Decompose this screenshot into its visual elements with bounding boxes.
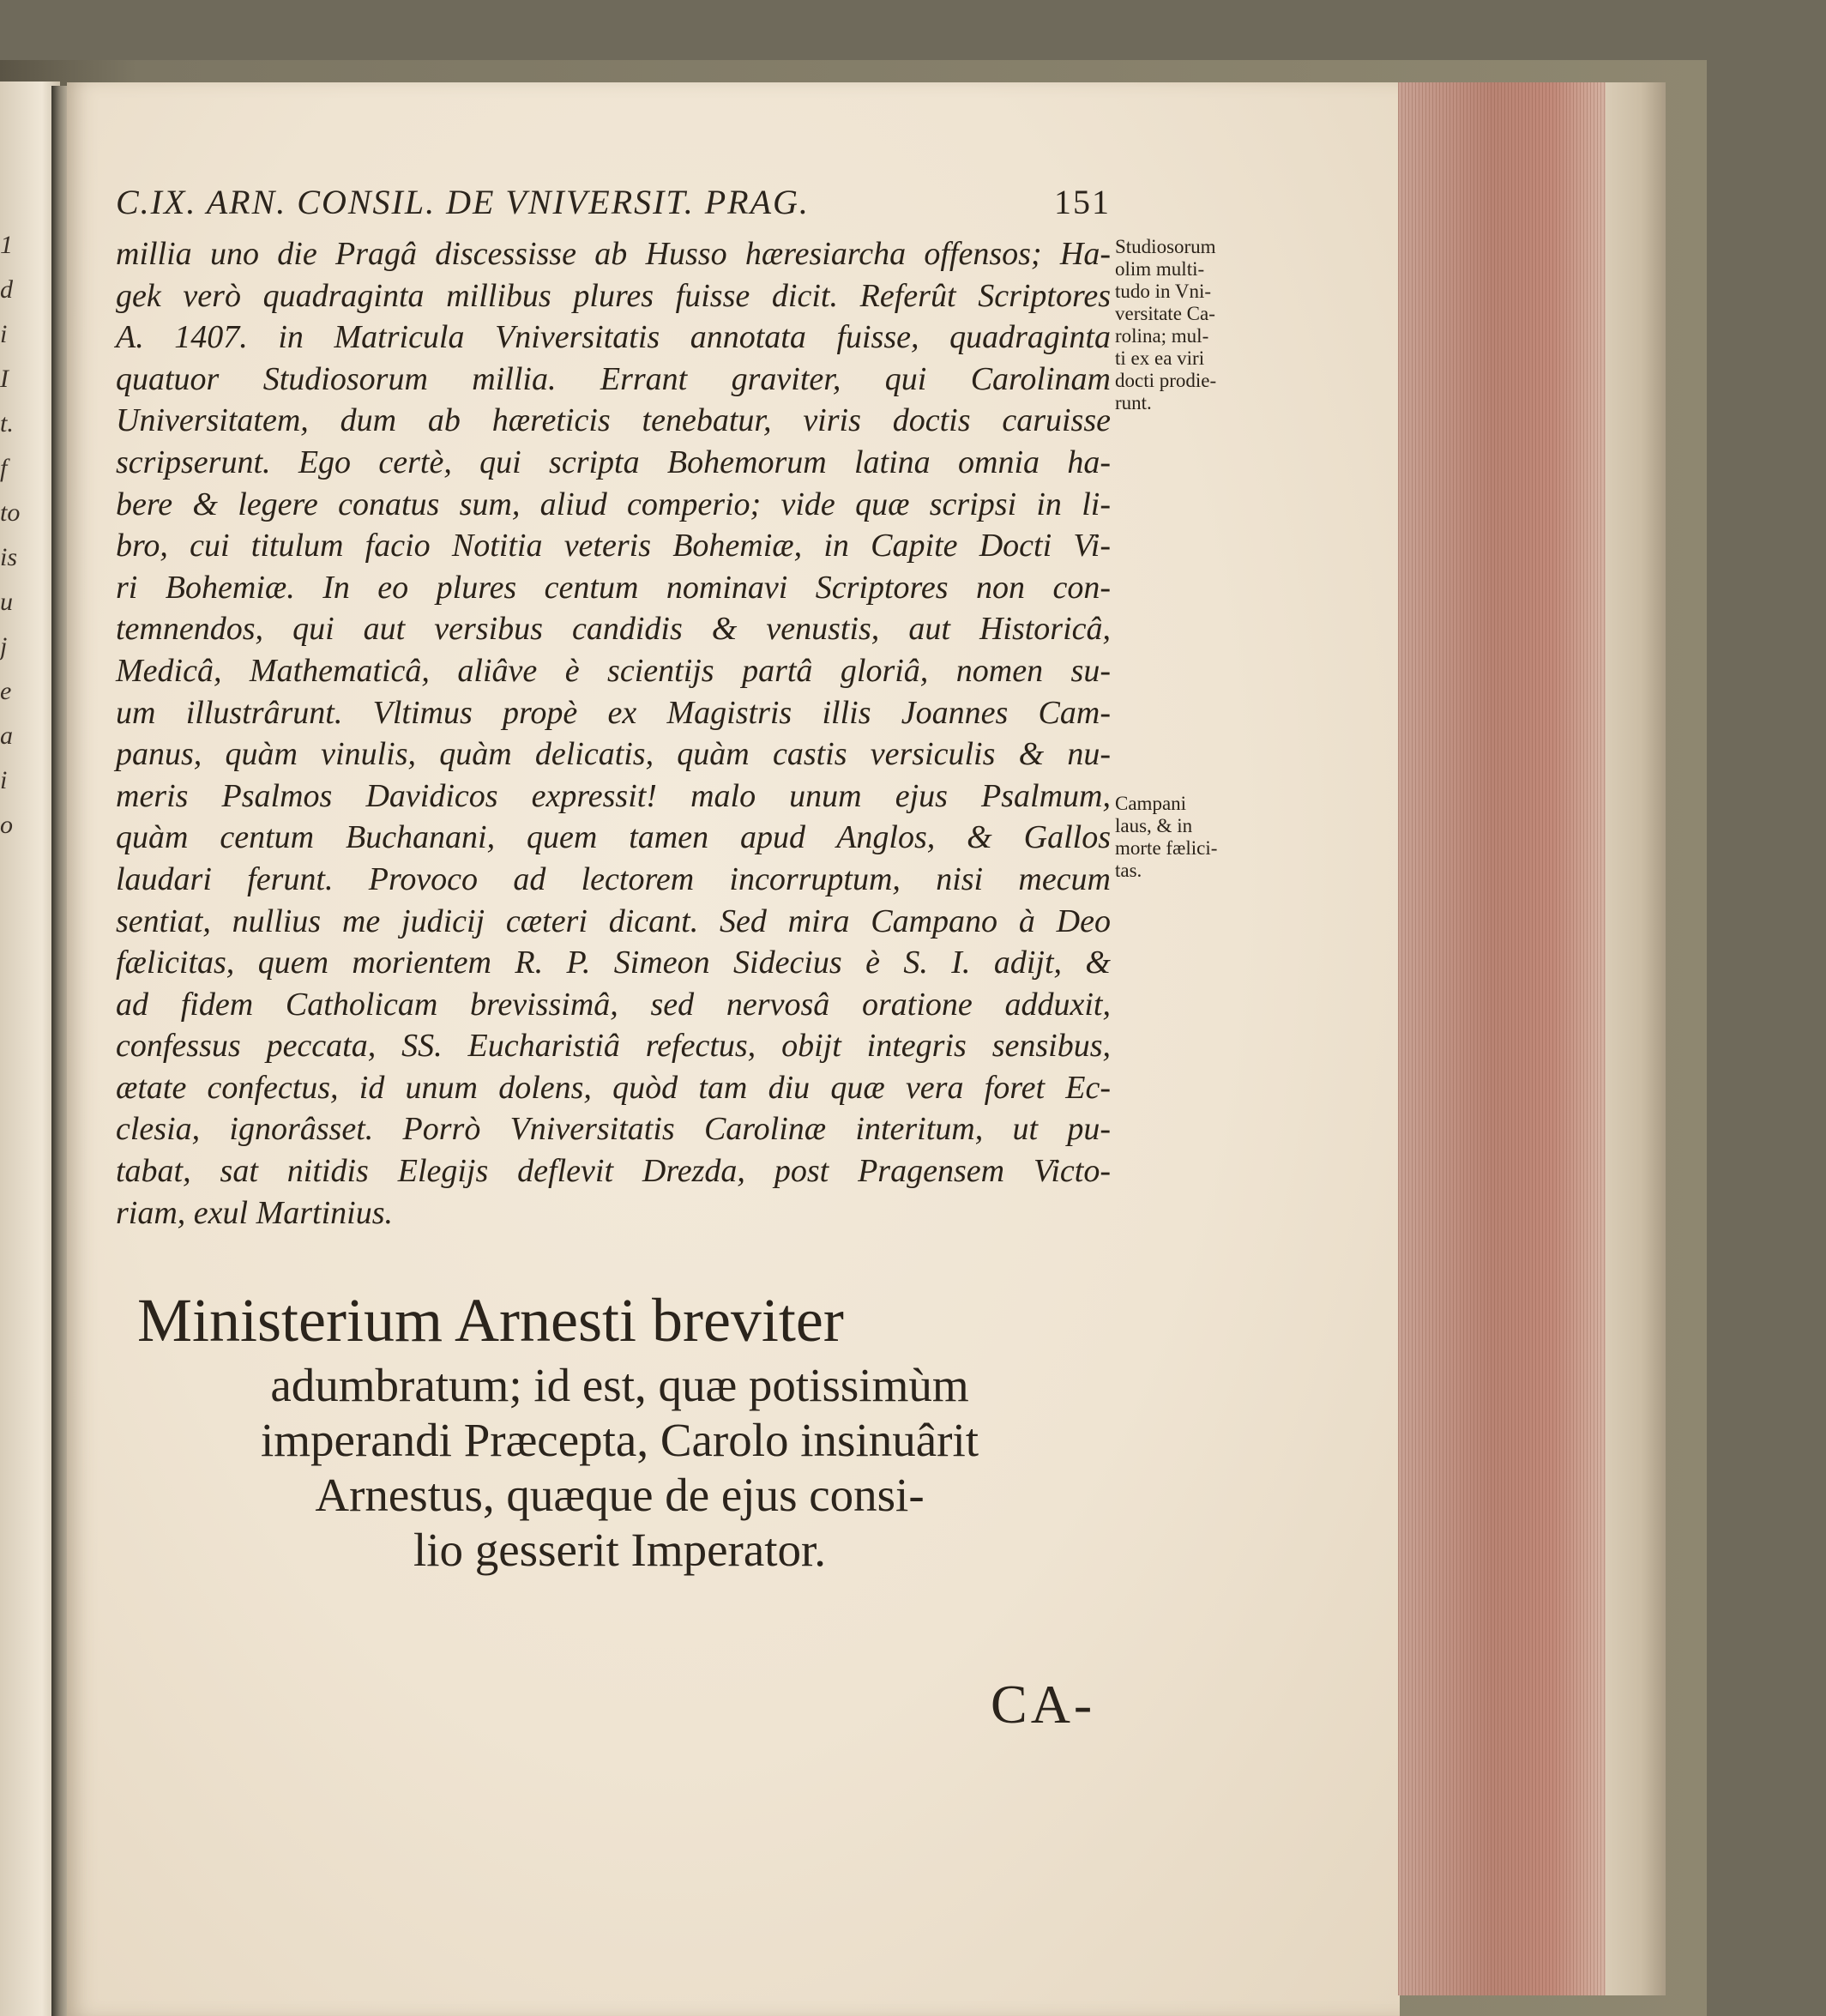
page-block-edge xyxy=(1398,82,1606,1995)
body-line: millia uno die Pragâ discessisse ab Husso hæresiarcha offensos; Ha- xyxy=(116,236,1111,272)
margin-note-line: tudo in Vni- xyxy=(1115,281,1212,302)
body-line: A. 1407. in Matricula Vniversitatis annotata fuisse, quadraginta xyxy=(116,319,1111,356)
heading-line: Ministerium Arnesti breviter xyxy=(137,1286,844,1355)
margin-note-line: runt. xyxy=(1115,392,1152,413)
book-cover-edge xyxy=(1606,82,1666,1995)
facing-page-mark: f xyxy=(0,454,8,482)
margin-note-line: versitate Ca- xyxy=(1115,303,1215,324)
book-gutter xyxy=(51,86,69,2016)
body-line: temnendos, qui aut versibus candidis & venustis, aut Historicâ, xyxy=(116,611,1111,648)
facing-page-mark: i xyxy=(0,766,8,794)
margin-note-line: olim multi- xyxy=(1115,258,1205,280)
margin-note-studiosorum xyxy=(1115,236,1268,414)
body-line: clesia, ignorâsset. Porrò Vniversitatis Carolinæ interitum, ut pu- xyxy=(116,1111,1111,1148)
heading-line: Arnestus, quæque de ejus consi- xyxy=(315,1469,925,1521)
catchword: CA- xyxy=(991,1674,1096,1735)
facing-page-mark: i xyxy=(0,320,8,348)
body-line: ætate confectus, id unum dolens, quòd tam diu quæ vera foret Ec- xyxy=(116,1069,1111,1106)
body-line: confessus peccata, SS. Eucharistiâ refectus, obijt integris sensibus, xyxy=(116,1028,1111,1065)
facing-page-mark: 1 xyxy=(0,231,13,259)
body-line: gek verò quadraginta millibus plures fuisse dicit. Referût Scriptores xyxy=(116,277,1111,314)
facing-page-mark: to xyxy=(0,498,21,527)
page-number: 151 xyxy=(1054,183,1111,221)
facing-page-mark: is xyxy=(0,543,18,571)
body-line: fælicitas, quem morientem R. P. Simeon Sidecius è S. I. adijt, & xyxy=(116,945,1111,981)
body-text xyxy=(116,233,1111,1234)
margin-note-line: rolina; mul- xyxy=(1115,325,1209,347)
body-line: riam, exul Martinius. xyxy=(116,1194,393,1231)
body-line: panus, quàm vinulis, quàm delicatis, quàm castis versiculis & nu- xyxy=(116,736,1111,773)
body-line: quatuor Studiosorum millia. Errant graviter, qui Carolinam xyxy=(116,360,1111,397)
margin-note-line: tas. xyxy=(1115,860,1142,881)
facing-page-mark: I xyxy=(0,365,9,393)
margin-note-line: laus, & in xyxy=(1115,815,1193,836)
margin-note-line: Studiosorum xyxy=(1115,236,1216,257)
facing-page-mark: j xyxy=(0,632,8,661)
margin-note-line: morte fælici- xyxy=(1115,837,1218,859)
facing-page-mark: t. xyxy=(0,409,14,438)
margin-note-line: ti ex ea viri xyxy=(1115,347,1205,369)
margin-note-line: docti prodie- xyxy=(1115,370,1217,391)
facing-page-mark: o xyxy=(0,811,13,839)
section-heading xyxy=(137,1283,1102,1578)
margin-note-campani xyxy=(1115,793,1268,882)
body-line: Medicâ, Mathematicâ, aliâve è scientijs partâ gloriâ, nomen su- xyxy=(116,652,1111,689)
heading-line: adumbratum; id est, quæ potissimùm xyxy=(270,1359,969,1411)
body-line: bro, cui titulum facio Notitia veteris Bohemiæ, in Capite Docti Vi- xyxy=(116,528,1111,564)
margin-note-line: Campani xyxy=(1115,793,1187,814)
running-head-title: C.IX. ARN. CONSIL. DE VNIVERSIT. PRAG. xyxy=(116,183,810,221)
body-line: ri Bohemiæ. In eo plures centum nominavi Scriptores non con- xyxy=(116,569,1111,606)
facing-page-mark: u xyxy=(0,588,13,616)
heading-line: lio gesserit Imperator. xyxy=(413,1524,827,1576)
body-line: bere & legere conatus sum, aliud comperio; vide quæ scripsi in li- xyxy=(116,486,1111,522)
body-line: laudari ferunt. Provoco ad lectorem incorruptum, nisi mecum xyxy=(116,860,1111,897)
body-line: scripserunt. Ego certè, qui scripta Bohemorum latina omnia ha- xyxy=(116,444,1111,480)
body-line: um illustrârunt. Vltimus propè ex Magistris illis Joannes Cam- xyxy=(116,694,1111,731)
facing-page-mark: e xyxy=(0,677,12,705)
body-line: meris Psalmos Davidicos expressit! malo unum ejus Psalmum, xyxy=(116,777,1111,814)
heading-line: imperandi Præcepta, Carolo insinuârit xyxy=(260,1414,979,1466)
body-line: Universitatem, dum ab hæreticis tenebatur, viris doctis caruisse xyxy=(116,402,1111,439)
body-line: ad fidem Catholicam brevissimâ, sed nervosâ oratione adduxit, xyxy=(116,986,1111,1023)
facing-page-mark: a xyxy=(0,721,13,750)
body-line: quàm centum Buchanani, quem tamen apud Anglos, & Gallos xyxy=(116,819,1111,856)
body-line: tabat, sat nitidis Elegijs deflevit Drezda, post Pragensem Victo- xyxy=(116,1153,1111,1190)
body-line: sentiat, nullius me judicij cæteri dicant. Sed mira Campano à Deo xyxy=(116,902,1111,939)
facing-page-mark: d xyxy=(0,275,13,304)
facing-page-marks xyxy=(0,223,34,1424)
running-head xyxy=(116,182,1111,233)
